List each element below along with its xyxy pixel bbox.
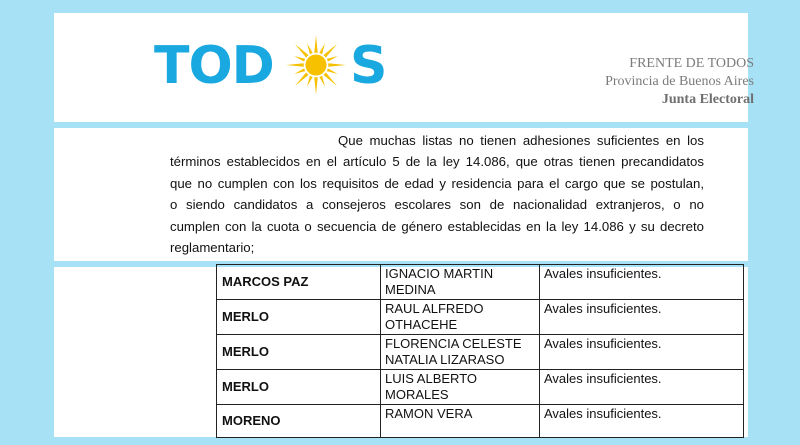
logo-text-left: TOD	[154, 36, 274, 96]
logo-text-right: S	[350, 36, 387, 96]
sun-ray	[323, 44, 337, 58]
observation-cell: Avales insuficientes.	[540, 300, 744, 335]
candidate-cell	[381, 405, 540, 438]
paragraph-line: que no cumplen con los requisitos de edad y residencia para el cargo que se postulan,	[170, 175, 704, 191]
locality-cell: MARCOS PAZ	[217, 265, 381, 300]
candidate-cell	[381, 370, 540, 405]
locality-cell: MERLO	[217, 300, 381, 335]
candidate-name-line: RAMON VERA	[385, 406, 473, 421]
sun-ray	[295, 44, 309, 58]
candidate-name-line: FLORENCIA CELESTE	[385, 336, 522, 351]
candidate-cell	[381, 335, 540, 370]
sun-ray	[328, 63, 345, 66]
sun-ray	[294, 68, 305, 74]
paragraph-line: o siendo candidatos a consejeros escolares son de nacionalidad extranjeros, o no	[170, 197, 704, 213]
candidate-name-line: LUIS ALBERTO	[385, 371, 478, 386]
candidate-cell	[381, 300, 540, 335]
candidate-cell	[381, 265, 540, 300]
table-row	[217, 300, 744, 335]
paragraph-line: cumplen con la cuota o secuencia de género establecidas en la ley 14.086 y su decreto	[170, 218, 704, 234]
locality-cell: MERLO	[217, 335, 381, 370]
sun-icon	[285, 34, 347, 96]
org-body: Junta Electoral	[661, 92, 754, 107]
candidate-name-line: OTHACEHE	[385, 317, 458, 332]
sun-ray	[307, 43, 313, 54]
table-row	[217, 335, 744, 370]
sun-ray	[295, 72, 309, 86]
sun-ray	[319, 43, 325, 54]
candidate-name-line: RAUL ALFREDO	[385, 301, 484, 316]
paragraph-line: Que muchas listas no tienen adhesiones suficientes en los	[338, 133, 704, 148]
observation-cell: Avales insuficientes.	[540, 370, 744, 405]
candidate-name-line: NATALIA LIZARASO	[385, 352, 505, 367]
resolution-paragraph	[170, 130, 704, 258]
paragraph-line: términos establecidos en el artículo 5 de la ley 14.086, que otras tienen precandidatos	[170, 154, 704, 170]
table-row	[217, 265, 744, 300]
candidates-table	[216, 264, 744, 438]
org-province: Provincia de Buenos Aires	[605, 74, 754, 89]
todos-logo	[154, 38, 414, 108]
table-row	[217, 370, 744, 405]
locality-cell: MERLO	[217, 370, 381, 405]
observation-cell: Avales insuficientes.	[540, 405, 744, 438]
sun-ray	[294, 56, 305, 62]
sun-ray	[286, 63, 303, 66]
sun-ray	[327, 56, 338, 62]
paragraph-line: reglamentario;	[170, 240, 255, 256]
organization-block	[605, 55, 754, 109]
observation-cell: Avales insuficientes.	[540, 335, 744, 370]
table-row	[217, 405, 744, 438]
sun-ray	[319, 76, 325, 87]
sun-ray	[323, 72, 337, 86]
sun-ray	[314, 77, 317, 94]
sun-ray	[314, 35, 317, 52]
sun-ray	[307, 76, 313, 87]
observation-cell: Avales insuficientes.	[540, 265, 744, 300]
candidate-name-line: IGNACIO MARTIN	[385, 266, 494, 281]
locality-cell: MORENO	[217, 405, 381, 438]
org-name: FRENTE DE TODOS	[629, 56, 754, 71]
candidate-name-line: MORALES	[385, 387, 449, 402]
sun-ray	[327, 68, 338, 74]
candidate-name-line: MEDINA	[385, 282, 436, 297]
